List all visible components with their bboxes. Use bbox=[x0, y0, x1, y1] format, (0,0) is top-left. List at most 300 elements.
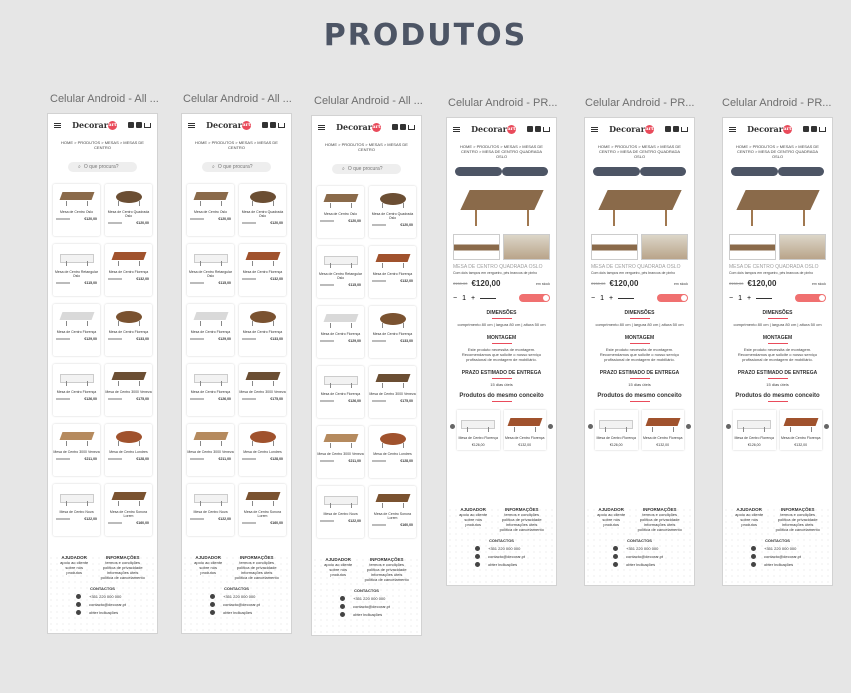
carousel-prev-icon[interactable] bbox=[726, 424, 731, 429]
cart-icon[interactable] bbox=[543, 127, 550, 132]
footer-link[interactable]: sobre nós bbox=[329, 567, 347, 572]
product-image[interactable] bbox=[192, 247, 230, 267]
rating-bar bbox=[242, 458, 256, 460]
contact-text: obter indicações bbox=[488, 562, 518, 567]
product-image[interactable] bbox=[110, 247, 148, 267]
related-product-card[interactable] bbox=[504, 410, 547, 450]
logo[interactable] bbox=[609, 124, 654, 135]
product-image[interactable] bbox=[322, 189, 360, 209]
delivery-title: PRAZO ESTIMADO DE ENTREGA bbox=[461, 370, 542, 376]
footer-col-title: INFORMAÇÕES bbox=[239, 555, 274, 560]
footer bbox=[48, 555, 157, 633]
contact-row[interactable] bbox=[447, 562, 556, 567]
product-card[interactable] bbox=[369, 486, 416, 538]
product-card[interactable] bbox=[369, 366, 416, 418]
user-icon[interactable] bbox=[392, 124, 398, 130]
rating-bar bbox=[190, 218, 204, 220]
product-image[interactable] bbox=[58, 187, 96, 207]
main-product-image[interactable] bbox=[733, 184, 823, 228]
back-button[interactable] bbox=[455, 167, 502, 176]
product-price: €126,00 bbox=[218, 397, 231, 401]
footer-link[interactable]: sobre nós bbox=[464, 517, 482, 522]
table-top-shape bbox=[375, 254, 410, 262]
product-name: Mesa de Centro Retangular Oslo bbox=[319, 272, 362, 280]
contact-row[interactable] bbox=[447, 554, 556, 559]
assembly-title: MONTAGEM bbox=[624, 335, 655, 341]
product-card[interactable] bbox=[369, 426, 416, 478]
search-input[interactable] bbox=[202, 162, 271, 172]
action-buttons bbox=[447, 167, 556, 176]
share-button[interactable] bbox=[502, 167, 549, 176]
search-icon: ⌕ bbox=[78, 164, 81, 170]
product-image[interactable] bbox=[58, 487, 96, 507]
product-name: Mesa de Centro Nova bbox=[323, 512, 358, 516]
add-to-cart-button[interactable] bbox=[519, 294, 550, 302]
product-image[interactable] bbox=[597, 413, 635, 433]
table-legs-shape bbox=[66, 501, 88, 506]
product-image[interactable] bbox=[58, 367, 96, 387]
footer-link[interactable]: política de cancelamento bbox=[775, 527, 820, 532]
product-card[interactable] bbox=[53, 184, 100, 236]
footer-link[interactable]: informações úteis bbox=[782, 522, 814, 527]
product-card[interactable] bbox=[105, 364, 152, 416]
product-card[interactable] bbox=[239, 304, 286, 356]
contact-row[interactable] bbox=[585, 562, 694, 567]
listing-phone-2 bbox=[181, 113, 292, 634]
table-top-shape bbox=[111, 372, 146, 380]
carousel-next-icon[interactable] bbox=[686, 424, 691, 429]
footer-link[interactable]: política de privacidade bbox=[501, 517, 542, 522]
footer-link[interactable]: produtos bbox=[465, 522, 481, 527]
delivery-text: 15 dias úteis bbox=[490, 382, 513, 387]
thumbnail[interactable] bbox=[503, 234, 550, 260]
product-price-row bbox=[369, 339, 416, 343]
mail-icon bbox=[210, 602, 215, 607]
product-card[interactable] bbox=[53, 364, 100, 416]
product-image[interactable] bbox=[244, 487, 282, 507]
product-price: €120,00 bbox=[348, 219, 361, 223]
search-icon[interactable] bbox=[270, 122, 276, 128]
footer-col-help bbox=[324, 557, 352, 582]
product-image[interactable] bbox=[192, 307, 230, 327]
thumbnail[interactable] bbox=[591, 234, 638, 260]
qty-value[interactable]: 1 bbox=[600, 294, 604, 302]
phone-icon bbox=[475, 546, 480, 551]
contact-row[interactable] bbox=[48, 602, 157, 607]
contact-row[interactable] bbox=[312, 604, 421, 609]
footer-link[interactable]: sobre nós bbox=[740, 517, 758, 522]
table-legs-shape bbox=[200, 261, 222, 266]
product-image[interactable] bbox=[58, 247, 96, 267]
product-image[interactable] bbox=[644, 413, 682, 433]
product-price-row bbox=[239, 221, 286, 225]
contact-row[interactable] bbox=[312, 596, 421, 601]
footer-link[interactable]: apoio ao cliente bbox=[459, 512, 488, 517]
product-image[interactable] bbox=[374, 249, 412, 269]
related-product-card[interactable] bbox=[733, 410, 776, 450]
product-name: MESA DE CENTRO QUADRADA OSLO bbox=[729, 264, 819, 270]
rating-bar bbox=[372, 280, 386, 282]
footer-link[interactable]: produtos bbox=[66, 570, 82, 575]
table-top-shape bbox=[736, 190, 819, 210]
product-image[interactable] bbox=[506, 413, 544, 433]
product-image[interactable] bbox=[192, 187, 230, 207]
back-button[interactable] bbox=[593, 167, 640, 176]
thumbnail[interactable] bbox=[453, 234, 500, 260]
footer-link[interactable]: produtos bbox=[741, 522, 757, 527]
footer bbox=[447, 507, 556, 585]
search-icon[interactable] bbox=[535, 126, 541, 132]
search-input[interactable] bbox=[68, 162, 137, 172]
table-legs-shape bbox=[382, 203, 404, 208]
product-card[interactable] bbox=[53, 424, 100, 476]
qty-plus-button[interactable]: + bbox=[471, 294, 476, 302]
product-image[interactable] bbox=[110, 427, 148, 447]
product-name: Mesa de Centro Oslo bbox=[59, 210, 94, 214]
product-card[interactable] bbox=[317, 306, 364, 358]
footer-link[interactable]: informações úteis bbox=[644, 522, 676, 527]
product-image[interactable] bbox=[374, 309, 412, 329]
user-icon[interactable] bbox=[527, 126, 533, 132]
product-card[interactable] bbox=[239, 244, 286, 296]
footer-link[interactable]: termos e condições bbox=[105, 560, 141, 565]
footer-link[interactable]: política de privacidade bbox=[366, 567, 407, 572]
product-image[interactable] bbox=[192, 367, 230, 387]
qty-value[interactable]: 1 bbox=[738, 294, 742, 302]
product-price: €128,00 bbox=[400, 459, 413, 463]
search-icon[interactable] bbox=[136, 122, 142, 128]
contact-row[interactable] bbox=[723, 562, 832, 567]
product-image[interactable] bbox=[58, 427, 96, 447]
product-image[interactable] bbox=[110, 187, 148, 207]
related-carousel bbox=[447, 410, 556, 450]
product-card[interactable] bbox=[53, 304, 100, 356]
qty-minus-button[interactable]: − bbox=[453, 294, 458, 302]
rating-bar bbox=[56, 458, 70, 460]
qty-value[interactable]: 1 bbox=[462, 294, 466, 302]
product-card[interactable] bbox=[187, 304, 234, 356]
product-card[interactable] bbox=[105, 484, 152, 536]
carousel-next-icon[interactable] bbox=[824, 424, 829, 429]
footer-link[interactable]: política de cancelamento bbox=[499, 527, 544, 532]
product-price: €160,00 bbox=[400, 523, 413, 527]
rating-bar bbox=[242, 338, 256, 340]
product-image[interactable] bbox=[374, 189, 412, 209]
product-price-row bbox=[317, 459, 364, 463]
title-underline bbox=[768, 343, 788, 344]
product-price: €122,00 bbox=[348, 519, 361, 523]
search-icon[interactable] bbox=[673, 126, 679, 132]
carousel-next-icon[interactable] bbox=[548, 424, 553, 429]
rating-bar bbox=[56, 218, 70, 220]
footer-link[interactable]: produtos bbox=[603, 522, 619, 527]
product-image[interactable] bbox=[374, 489, 412, 509]
add-to-cart-button[interactable] bbox=[795, 294, 826, 302]
footer-col-title: AJUDADOR bbox=[325, 557, 351, 562]
rating-bar bbox=[320, 520, 334, 522]
table-legs-shape bbox=[613, 210, 667, 226]
header-icons bbox=[128, 122, 151, 128]
product-card[interactable] bbox=[239, 424, 286, 476]
menu-icon[interactable] bbox=[453, 127, 460, 132]
product-card[interactable] bbox=[105, 244, 152, 296]
product-image[interactable] bbox=[244, 367, 282, 387]
footer-link[interactable]: política de cancelamento bbox=[637, 527, 682, 532]
product-name: MESA DE CENTRO QUADRADA OSLO bbox=[591, 264, 681, 270]
product-price-row bbox=[53, 281, 100, 285]
product-image[interactable] bbox=[374, 369, 412, 389]
search-input[interactable] bbox=[332, 164, 401, 174]
logo[interactable] bbox=[336, 122, 381, 133]
footer-link[interactable]: produtos bbox=[330, 572, 346, 577]
product-card[interactable] bbox=[317, 246, 364, 298]
search-icon[interactable] bbox=[400, 124, 406, 130]
product-image[interactable] bbox=[192, 427, 230, 447]
cart-icon[interactable] bbox=[278, 123, 285, 128]
product-image[interactable] bbox=[735, 413, 773, 433]
footer-link[interactable]: informações úteis bbox=[107, 570, 139, 575]
cart-icon[interactable] bbox=[408, 125, 415, 130]
related-product-card[interactable] bbox=[595, 410, 638, 450]
search-icon: ⌕ bbox=[342, 166, 345, 172]
footer-link[interactable]: política de privacidade bbox=[236, 565, 277, 570]
contact-text: obter indicações bbox=[89, 610, 119, 615]
related-product-card[interactable] bbox=[642, 410, 685, 450]
product-price-row bbox=[187, 337, 234, 341]
footer-link[interactable]: apoio ao cliente bbox=[194, 560, 223, 565]
product-card[interactable] bbox=[317, 366, 364, 418]
price-row bbox=[453, 279, 550, 288]
footer-link[interactable]: apoio ao cliente bbox=[60, 560, 89, 565]
contact-row[interactable] bbox=[48, 594, 157, 599]
product-image[interactable] bbox=[244, 247, 282, 267]
product-card[interactable] bbox=[239, 184, 286, 236]
main-product-image[interactable] bbox=[595, 184, 685, 228]
rating-bar bbox=[320, 340, 334, 342]
thumbnail[interactable] bbox=[729, 234, 776, 260]
thumbnail[interactable] bbox=[779, 234, 826, 260]
table-legs-shape bbox=[330, 503, 352, 508]
product-card[interactable] bbox=[187, 184, 234, 236]
product-image[interactable] bbox=[322, 369, 360, 389]
product-image[interactable] bbox=[459, 413, 497, 433]
product-card[interactable] bbox=[53, 244, 100, 296]
product-card[interactable] bbox=[369, 186, 416, 238]
contact-text: +351 220 000 000 bbox=[223, 594, 256, 599]
logo[interactable] bbox=[72, 120, 117, 131]
menu-icon[interactable] bbox=[729, 127, 736, 132]
search-icon[interactable] bbox=[811, 126, 817, 132]
logo-badge: art bbox=[783, 126, 792, 133]
footer-link[interactable]: sobre nós bbox=[65, 565, 83, 570]
related-product-card[interactable] bbox=[780, 410, 823, 450]
user-icon[interactable] bbox=[803, 126, 809, 132]
user-icon[interactable] bbox=[262, 122, 268, 128]
contact-row[interactable] bbox=[182, 602, 291, 607]
user-icon[interactable] bbox=[665, 126, 671, 132]
footer-link[interactable]: termos e condições bbox=[369, 562, 405, 567]
product-card[interactable] bbox=[187, 364, 234, 416]
menu-icon[interactable] bbox=[54, 123, 61, 128]
qty-plus-button[interactable]: + bbox=[609, 294, 614, 302]
product-name: Mesa de Centro Quadrada Oslo bbox=[371, 212, 414, 220]
footer-link[interactable]: termos e condições bbox=[642, 512, 678, 517]
product-card[interactable] bbox=[105, 184, 152, 236]
qty-plus-button[interactable]: + bbox=[747, 294, 752, 302]
product-price: €115,00 bbox=[218, 281, 231, 285]
product-card[interactable] bbox=[105, 424, 152, 476]
footer-link[interactable]: sobre nós bbox=[199, 565, 217, 570]
footer bbox=[182, 555, 291, 633]
thumbnail[interactable] bbox=[641, 234, 688, 260]
product-price-row bbox=[53, 517, 100, 521]
product-name: Mesa de Centro Nova bbox=[59, 510, 94, 514]
footer-link[interactable]: política de cancelamento bbox=[100, 575, 145, 580]
footer-link[interactable]: apoio ao cliente bbox=[324, 562, 353, 567]
carousel-prev-icon[interactable] bbox=[450, 424, 455, 429]
product-image[interactable] bbox=[244, 307, 282, 327]
menu-icon[interactable] bbox=[318, 125, 325, 130]
product-price-row bbox=[187, 517, 234, 521]
qty-minus-button[interactable]: − bbox=[591, 294, 596, 302]
logo[interactable] bbox=[471, 124, 516, 135]
footer-link[interactable]: apoio ao cliente bbox=[597, 512, 626, 517]
breadcrumb: HOME > PRODUTOS > MESAS > MESAS DE CENTRO bbox=[195, 140, 278, 150]
product-card[interactable] bbox=[317, 186, 364, 238]
product-image[interactable] bbox=[322, 309, 360, 329]
product-card[interactable] bbox=[187, 484, 234, 536]
share-button[interactable] bbox=[640, 167, 687, 176]
share-button[interactable] bbox=[778, 167, 825, 176]
product-card[interactable] bbox=[239, 484, 286, 536]
product-card[interactable] bbox=[317, 426, 364, 478]
product-price-row bbox=[369, 523, 416, 527]
footer-link[interactable]: política de privacidade bbox=[639, 517, 680, 522]
product-image[interactable] bbox=[782, 413, 820, 433]
product-image[interactable] bbox=[110, 307, 148, 327]
footer-link[interactable]: política de privacidade bbox=[102, 565, 143, 570]
product-price-row bbox=[105, 521, 152, 525]
contact-row[interactable] bbox=[723, 546, 832, 551]
back-button[interactable] bbox=[731, 167, 778, 176]
table-legs-shape bbox=[252, 201, 274, 206]
product-price-row bbox=[239, 457, 286, 461]
assembly-text: Este produto necessita de montagem. Recomendamos que solicite o nosso serviço profissional de montagem de mobiliário. bbox=[599, 347, 680, 362]
cart-icon[interactable] bbox=[819, 127, 826, 132]
menu-icon[interactable] bbox=[591, 127, 598, 132]
product-card[interactable] bbox=[105, 304, 152, 356]
contact-row[interactable] bbox=[182, 594, 291, 599]
app-header bbox=[48, 114, 157, 136]
product-name: Mesa de Centro Florença bbox=[734, 436, 774, 440]
product-card[interactable] bbox=[53, 484, 100, 536]
footer-link[interactable]: produtos bbox=[200, 570, 216, 575]
product-card[interactable] bbox=[369, 246, 416, 298]
product-image[interactable] bbox=[110, 367, 148, 387]
menu-icon[interactable] bbox=[188, 123, 195, 128]
product-image[interactable] bbox=[244, 427, 282, 447]
assembly-title: MONTAGEM bbox=[486, 335, 517, 341]
product-card[interactable] bbox=[239, 364, 286, 416]
product-image[interactable] bbox=[322, 489, 360, 509]
product-price-row bbox=[187, 397, 234, 401]
related-title: Produtos do mesmo conceito bbox=[597, 393, 682, 399]
header-icons bbox=[527, 126, 550, 132]
product-phone-2 bbox=[584, 117, 695, 586]
product-price-row bbox=[239, 397, 286, 401]
table-top-shape bbox=[507, 418, 542, 426]
contact-row[interactable] bbox=[585, 554, 694, 559]
footer-link[interactable]: política de cancelamento bbox=[364, 577, 409, 582]
logo[interactable] bbox=[206, 120, 251, 131]
contact-row[interactable] bbox=[585, 546, 694, 551]
product-card[interactable] bbox=[369, 306, 416, 358]
user-icon[interactable] bbox=[128, 122, 134, 128]
product-price-row bbox=[105, 337, 152, 341]
footer-link[interactable]: sobre nós bbox=[602, 517, 620, 522]
product-price: €160,00 bbox=[136, 521, 149, 525]
contact-row[interactable] bbox=[48, 610, 157, 615]
table-legs-shape bbox=[118, 501, 140, 506]
cart-icon[interactable] bbox=[144, 123, 151, 128]
title-underline bbox=[492, 318, 512, 319]
rating-bar bbox=[242, 522, 256, 524]
product-card[interactable] bbox=[187, 244, 234, 296]
logo[interactable] bbox=[747, 124, 792, 135]
contact-row[interactable] bbox=[447, 546, 556, 551]
cart-icon[interactable] bbox=[681, 127, 688, 132]
footer-link[interactable]: informações úteis bbox=[371, 572, 403, 577]
product-image[interactable] bbox=[374, 429, 412, 449]
product-image[interactable] bbox=[110, 487, 148, 507]
frame-label: Celular Android - All ... bbox=[50, 93, 159, 105]
footer-link[interactable]: termos e condições bbox=[504, 512, 540, 517]
main-product-image[interactable] bbox=[457, 184, 547, 228]
footer-link[interactable]: informações úteis bbox=[241, 570, 273, 575]
contact-row[interactable] bbox=[312, 612, 421, 617]
rating-bar bbox=[372, 524, 386, 526]
product-image[interactable] bbox=[58, 307, 96, 327]
rating-bar bbox=[56, 282, 70, 284]
product-image[interactable] bbox=[244, 187, 282, 207]
mail-icon bbox=[76, 602, 81, 607]
product-image[interactable] bbox=[192, 487, 230, 507]
related-product-card[interactable] bbox=[457, 410, 500, 450]
contact-row[interactable] bbox=[723, 554, 832, 559]
footer-link[interactable]: apoio ao cliente bbox=[735, 512, 764, 517]
product-name: Mesa de Centro Florença bbox=[242, 330, 283, 334]
footer-link[interactable]: política de cancelamento bbox=[234, 575, 279, 580]
product-card[interactable] bbox=[187, 424, 234, 476]
footer-col-info bbox=[365, 557, 409, 582]
footer-link[interactable]: termos e condições bbox=[780, 512, 816, 517]
footer-link[interactable]: termos e condições bbox=[239, 560, 275, 565]
qty-minus-button[interactable]: − bbox=[729, 294, 734, 302]
rating-bar bbox=[372, 460, 386, 462]
title-underline bbox=[630, 378, 650, 379]
contact-row[interactable] bbox=[182, 610, 291, 615]
product-card[interactable] bbox=[317, 486, 364, 538]
table-top-shape bbox=[460, 190, 543, 210]
carousel-prev-icon[interactable] bbox=[588, 424, 593, 429]
product-image[interactable] bbox=[322, 249, 360, 269]
product-name: Mesa de Centro Londres bbox=[373, 452, 412, 456]
footer-link[interactable]: política de privacidade bbox=[777, 517, 818, 522]
footer-link[interactable]: informações úteis bbox=[506, 522, 538, 527]
product-image[interactable] bbox=[322, 429, 360, 449]
table-legs-shape bbox=[200, 501, 222, 506]
add-to-cart-button[interactable] bbox=[657, 294, 688, 302]
